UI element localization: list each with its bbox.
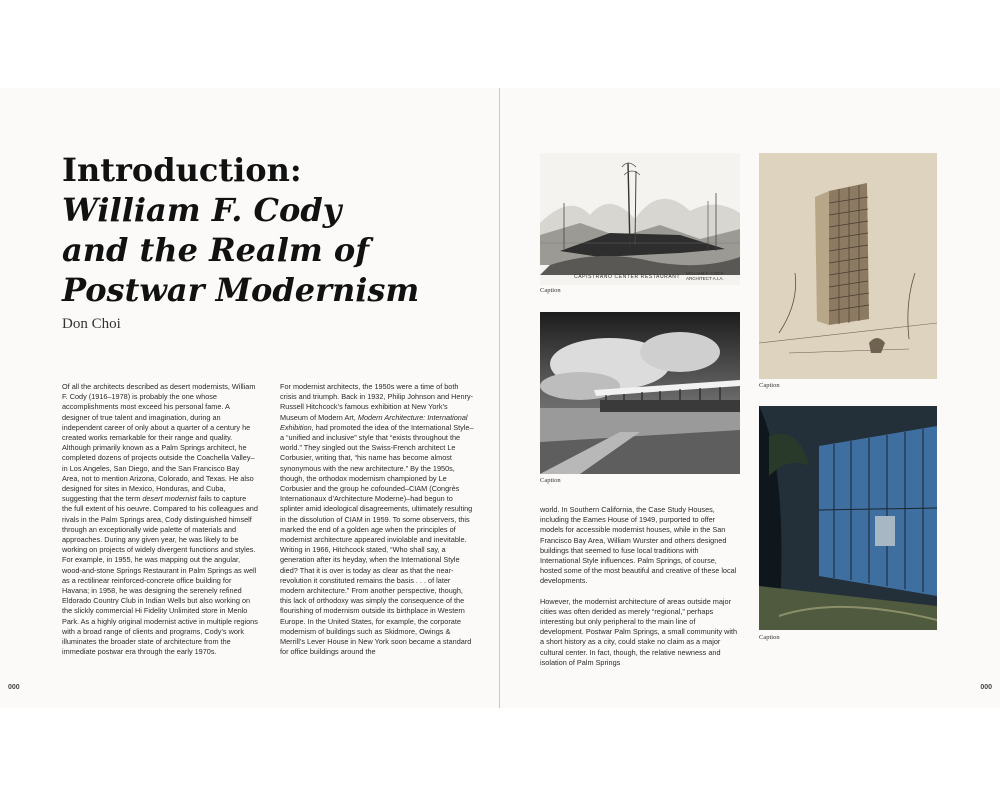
sketch-inscription-left: CAPISTRANO CENTER RESTAURANT bbox=[574, 274, 681, 280]
figure-caption: Caption bbox=[759, 382, 780, 389]
glass-house-photo bbox=[759, 406, 937, 630]
folio-right: 000 bbox=[980, 684, 992, 691]
paragraph: Of all the architects described as desert modernists, William F. Cody (1916–1978) is probably the one whose accomplishments most exceed his personal fame. A designer of true talent and imagination, during an independent career of only about a quarter of a century he created works remarkable for their range and quality. Although primarily known as a Palm Springs architect, he completed dozens of projects outside the Coachella Valley–in Los Angeles, San Diego, and the San Francisco Bay Area, not to mention Arizona, Colorado, and Texas. He also designed for sites in Mexico, Honduras, and Cuba, suggesting that the term desert modernist fails to capture the full extent of his oeuvre. Compared to his colleagues and rivals in the Palm Springs area, Cody distinguished himself through an exceptionally wide palette of materials and approaches. During any given year, he was likely to be working on projects of widely divergent functions and styles. For example, in 1955, he was mapping out the angular, wood-and-stone Springs Restaurant in Palm Springs as well as a rectilinear reinforced-concrete office building for Havana; in 1958, he was designing the serenely refined Eldorado Country Club in Indian Wells but also working on the slickly commercial Hi Fidelity Unlimited store in Menlo Park. As a highly original modernist active in multiple regions with a broad range of clients and programs, Cody’s work illuminates the broader state of architecture from the immediate postwar era through the early 1970s. bbox=[62, 382, 258, 657]
figure-caption: Caption bbox=[540, 477, 561, 484]
figure-restaurant-sketch bbox=[540, 153, 740, 285]
sketch-inscription-right: WILLIAM F. CODY ARCHITECT A.I.A. bbox=[686, 271, 724, 281]
page-gutter bbox=[499, 88, 500, 708]
figure-caption: Caption bbox=[540, 287, 561, 294]
tower-drawing bbox=[759, 153, 937, 379]
title-line-3: and the Realm of bbox=[62, 231, 370, 269]
body-column-3 bbox=[540, 505, 740, 668]
paragraph: world. In Southern California, the Case Study Houses, including the Eames House of 1949, purported to offer models for accessible modernist houses, while in the San Francisco Bay Area, William Wurster and others designed buildings that seemed to fuse local traditions with International Style influences. Palm Springs, of course, hosted some of the most beautiful and creative of these local developments. bbox=[540, 505, 737, 586]
figure-caption: Caption bbox=[759, 634, 780, 641]
folio-left: 000 bbox=[8, 684, 20, 691]
author-name: Don Choi bbox=[62, 316, 121, 332]
paragraph: However, the modernist architecture of areas outside major cities was often derided as merely “regional,” perhaps interesting but only peripheral to the main line of development. Postwar Palm Springs, a small community with a short history as a city, could stake no claim as a major cultural center. In fact, though, the relative newness and isolation of Palm Springs bbox=[540, 596, 738, 667]
title-line-4: Postwar Modernism bbox=[62, 271, 420, 309]
sketch-drawing bbox=[540, 153, 740, 285]
figure-glass-house-photo bbox=[759, 406, 937, 630]
body-column-2 bbox=[280, 382, 476, 657]
figure-building-photo bbox=[540, 312, 740, 474]
figure-tower-sketch bbox=[759, 153, 937, 379]
building-photo bbox=[540, 312, 740, 474]
title-line-1: Introduction: bbox=[62, 151, 302, 189]
title-line-2: William F. Cody bbox=[62, 191, 342, 229]
body-column-1 bbox=[62, 382, 258, 657]
paragraph: For modernist architects, the 1950s were a time of both crisis and triumph. Back in 1932, Philip Johnson and Henry-Russell Hitchcock’s famous exhibition at New York’s Museum of Modern Art, Modern Architecture: International Exhibition, had promoted the idea of the International Style–a “unified and inclusive” style that “exists throughout the world.” They singled out the Swiss-French architect Le Corbusier, writing that, “his name has become almost synonymous with the new architecture.” By the 1950s, though, the orthodox modernism championed by Le Corbusier and the group he cofounded–CIAM (Congrès Internationaux d’Architecture Moderne)–had begun to splinter amid ideological disagreements, ultimately resulting in the dissolution of CIAM in 1959. To some observers, this marked the end of a golden age when the principles of modernist architecture appeared inviolable and inevitable. Writing in 1966, Hitchcock stated, “Who shall say, a generation after its heyday, when the International Style died? That it is over is today as clear as that the near-revolution it constituted remains the basis . . . of later modern architecture.” From another perspective, though, this lack of orthodoxy was simply the consequence of the flourishing of modernism outside its birthplace in Western Europe. In the United States, for example, the corporate modernism of buildings such as Skidmore, Owings & Merrill’s Lever House in New York soon became a standard for office buildings around the bbox=[280, 382, 474, 657]
chapter-title bbox=[62, 150, 482, 310]
